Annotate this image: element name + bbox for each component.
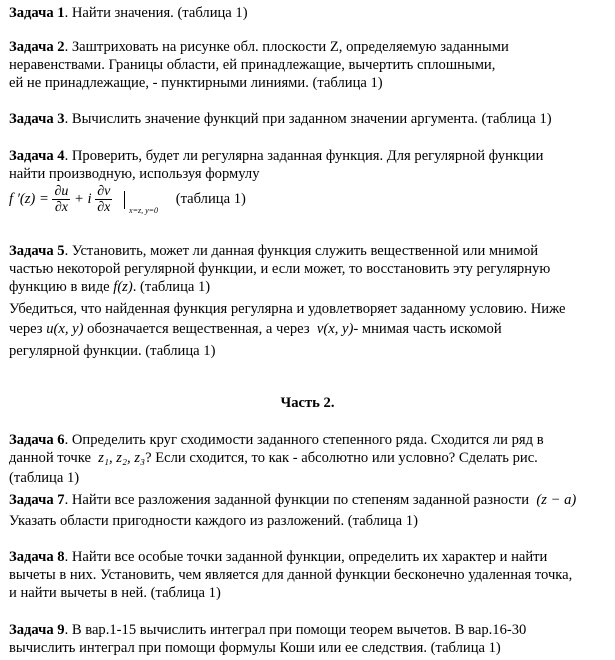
fraction-dv-dx bbox=[95, 184, 112, 215]
task-5-text-1: . Установить, может ли данная функция служить вещественной или мнимой bbox=[64, 243, 539, 259]
task-5-text-5b: обозначается вещественная, а через bbox=[87, 321, 310, 337]
task-2-line-3: ей не принадлежащие, - пунктирными линиями. (таблица 1) bbox=[9, 75, 383, 91]
task-6-line-1 bbox=[9, 431, 544, 449]
v-of-xy: v(x, y) bbox=[316, 321, 354, 337]
formula-lhs: f ′(z) = bbox=[9, 190, 49, 207]
part-2-heading: Часть 2. bbox=[280, 395, 335, 411]
task-4-label: Задача 4 bbox=[9, 148, 65, 164]
task-4-text-1: . Проверить, будет ли регулярна заданная функция. Для регулярной функции bbox=[64, 148, 544, 164]
task-3-text: . Вычислить значение функций при заданном значении аргумента. (таблица 1) bbox=[64, 111, 552, 127]
task-9-text-1: . В вар.1-15 вычислить интеграл при помощи теорем вычетов. В вар.16-30 bbox=[64, 622, 527, 638]
task-7-label: Задача 7 bbox=[9, 492, 65, 508]
task-7-line-1 bbox=[9, 491, 576, 509]
task-9-line-1 bbox=[9, 621, 526, 639]
task-8-line-3: и найти вычеты в ней. (таблица 1) bbox=[9, 585, 221, 601]
u-of-xy: u(x, y) bbox=[46, 321, 84, 337]
fraction-du-dx bbox=[52, 184, 70, 215]
task-5-text-3: функцию в виде bbox=[9, 279, 110, 295]
task-6-line-3: (таблица 1) bbox=[9, 470, 80, 486]
fraction-du: ∂u bbox=[54, 184, 69, 199]
task-8-line-1 bbox=[9, 548, 547, 566]
task-3-label: Задача 3 bbox=[9, 111, 65, 127]
task-8-line-2: вычеты в них. Установить, чем является для данной функции бесконечно удаленная точка, bbox=[9, 567, 573, 583]
points-z123: z₁, z₂, z₃ bbox=[98, 450, 146, 466]
task-5-line-1 bbox=[9, 242, 538, 260]
task-4-formula bbox=[9, 184, 246, 220]
task-5-label: Задача 5 bbox=[9, 243, 65, 259]
task-1-label: Задача 1 bbox=[9, 5, 65, 21]
task-3 bbox=[9, 110, 552, 128]
task-7-text-1: . Найти все разложения заданной функции по степеням заданной разности bbox=[64, 492, 530, 508]
task-6-text-2: данной точке bbox=[9, 450, 91, 466]
task-5-text-5a: через bbox=[9, 321, 43, 337]
task-1-text: . Найти значения. (таблица 1) bbox=[64, 5, 248, 21]
task-5-line-6: регулярной функции. (таблица 1) bbox=[9, 343, 216, 359]
task-5-line-2: частью некоторой регулярной функции, и если может, то восстановить эту регулярную bbox=[9, 261, 551, 277]
task-7-line-2: Указать области пригодности каждого из разложений. (таблица 1) bbox=[9, 513, 418, 529]
task-1 bbox=[9, 4, 248, 22]
plus-i: + i bbox=[74, 190, 92, 207]
task-4-line-2: найти производную, используя формулу bbox=[9, 166, 260, 182]
task-6-text-2b: ? Если сходится, то как - абсолютно или условно? Сделать рис. bbox=[145, 450, 538, 466]
f-of-z: f(z) bbox=[113, 279, 133, 295]
evaluation-bar bbox=[124, 191, 125, 209]
task-6-label: Задача 6 bbox=[9, 432, 65, 448]
task-5-line-3 bbox=[9, 278, 210, 296]
task-5-text-5c: - мнимая часть искомой bbox=[353, 321, 502, 337]
task-4-ref: (таблица 1) bbox=[175, 190, 246, 207]
task-2-line-1 bbox=[9, 38, 509, 56]
task-5-ref-1: . (таблица 1) bbox=[132, 279, 211, 295]
task-8-text-1: . Найти все особые точки заданной функции, определить их характер и найти bbox=[64, 549, 548, 565]
task-4-line-1 bbox=[9, 147, 543, 165]
task-5-line-5 bbox=[9, 320, 502, 338]
task-9-line-2: вычислить интеграл при помощи формулы Коши или ее следствия. (таблица 1) bbox=[9, 640, 501, 656]
task-6-text-1: . Определить круг сходимости заданного степенного ряда. Сходится ли ряд в bbox=[64, 432, 544, 448]
fraction-dx-2: ∂x bbox=[97, 200, 111, 215]
task-2-text-1: . Заштриховать на рисунке обл. плоскости Z, определяемую заданными bbox=[64, 39, 509, 55]
task-2-label: Задача 2 bbox=[9, 39, 65, 55]
task-8-label: Задача 8 bbox=[9, 549, 65, 565]
task-6-line-2 bbox=[9, 449, 538, 467]
fraction-dv: ∂v bbox=[97, 184, 111, 199]
fraction-dx-1: ∂x bbox=[54, 200, 68, 215]
task-9-label: Задача 9 bbox=[9, 622, 65, 638]
formula-condition: x=z, y=0 bbox=[129, 205, 159, 215]
difference-z-a: (z − a) bbox=[536, 492, 577, 508]
task-2-line-2: неравенствами. Границы области, ей принадлежащие, вычертить сплошными, bbox=[9, 57, 496, 73]
task-5-line-4: Убедиться, что найденная функция регулярна и удовлетворяет заданному условию. Ниже bbox=[9, 301, 566, 317]
